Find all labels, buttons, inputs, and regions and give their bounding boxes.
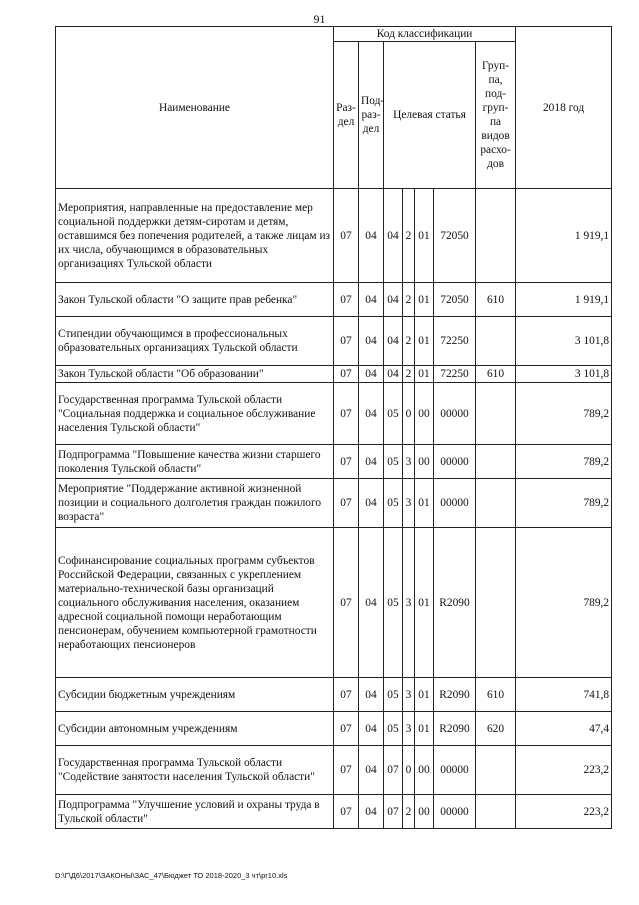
header-year: 2018 год — [516, 27, 612, 189]
row-podrazdel: 04 — [359, 746, 384, 795]
row-direction-code: R2090 — [434, 678, 476, 712]
row-event-code: 00 — [415, 746, 434, 795]
table-row — [56, 317, 612, 366]
row-razdel: 07 — [334, 746, 359, 795]
row-program-code: 07 — [384, 795, 403, 829]
row-subprogram-code: 3 — [403, 445, 415, 479]
row-direction-code: 00000 — [434, 383, 476, 445]
row-amount: 789,2 — [516, 528, 612, 678]
row-expense-group: 610 — [476, 366, 516, 383]
row-razdel: 07 — [334, 479, 359, 528]
table-row — [56, 189, 612, 283]
row-subprogram-code: 3 — [403, 712, 415, 746]
budget-table — [55, 26, 612, 829]
row-expense-group — [476, 528, 516, 678]
row-amount: 789,2 — [516, 479, 612, 528]
header-row-1 — [56, 27, 612, 42]
row-podrazdel: 04 — [359, 189, 384, 283]
row-event-code: 00 — [415, 445, 434, 479]
row-program-code: 05 — [384, 712, 403, 746]
row-podrazdel: 04 — [359, 445, 384, 479]
row-direction-code: 00000 — [434, 479, 476, 528]
row-podrazdel: 04 — [359, 383, 384, 445]
table-row — [56, 283, 612, 317]
row-direction-code: 72250 — [434, 317, 476, 366]
row-direction-code: 72250 — [434, 366, 476, 383]
row-direction-code: R2090 — [434, 528, 476, 678]
row-event-code: 01 — [415, 189, 434, 283]
row-subprogram-code: 2 — [403, 317, 415, 366]
row-amount: 223,2 — [516, 746, 612, 795]
row-podrazdel: 04 — [359, 366, 384, 383]
row-event-code: 01 — [415, 479, 434, 528]
row-name: Мероприятие "Поддержание активной жизненной позиции и социального долголетия граждан пожилого возраста" — [56, 479, 334, 528]
row-expense-group: 610 — [476, 678, 516, 712]
row-name: Государственная программа Тульской области "Социальная поддержка и социальное обслуживание населения Тульской области" — [56, 383, 334, 445]
row-expense-group — [476, 383, 516, 445]
row-subprogram-code: 3 — [403, 479, 415, 528]
table-row — [56, 528, 612, 678]
row-event-code: 01 — [415, 283, 434, 317]
row-expense-group — [476, 479, 516, 528]
row-razdel: 07 — [334, 189, 359, 283]
table-row — [56, 479, 612, 528]
table-row — [56, 795, 612, 829]
table-row — [56, 712, 612, 746]
row-direction-code: R2090 — [434, 712, 476, 746]
header-name: Наименование — [56, 27, 334, 189]
row-name: Софинансирование социальных программ субъектов Российской Федерации, связанных с укреплением материально-технической базы организаций социального обслуживания населения, оказанием адресной социальной помощи неработающим пенсионерам, обучением компьютерной грамотности неработающих пенсионеров — [56, 528, 334, 678]
row-program-code: 04 — [384, 317, 403, 366]
row-razdel: 07 — [334, 383, 359, 445]
row-program-code: 05 — [384, 528, 403, 678]
header-gruppa: Груп-па, под-груп-па видов расхо-дов — [476, 42, 516, 189]
row-event-code: 01 — [415, 528, 434, 678]
row-podrazdel: 04 — [359, 479, 384, 528]
row-amount: 1 919,1 — [516, 283, 612, 317]
table-row — [56, 678, 612, 712]
row-program-code: 05 — [384, 383, 403, 445]
row-razdel: 07 — [334, 283, 359, 317]
row-name: Субсидии автономным учреждениям — [56, 712, 334, 746]
table-row — [56, 746, 612, 795]
row-event-code: 01 — [415, 712, 434, 746]
row-expense-group — [476, 795, 516, 829]
row-expense-group — [476, 189, 516, 283]
row-program-code: 05 — [384, 479, 403, 528]
row-subprogram-code: 0 — [403, 746, 415, 795]
row-event-code: 00 — [415, 795, 434, 829]
row-amount: 223,2 — [516, 795, 612, 829]
row-program-code: 04 — [384, 283, 403, 317]
table-body — [56, 189, 612, 829]
row-subprogram-code: 3 — [403, 528, 415, 678]
row-razdel: 07 — [334, 366, 359, 383]
row-podrazdel: 04 — [359, 795, 384, 829]
row-razdel: 07 — [334, 678, 359, 712]
row-program-code: 04 — [384, 366, 403, 383]
page-number: 91 — [313, 12, 326, 26]
row-podrazdel: 04 — [359, 712, 384, 746]
row-direction-code: 72050 — [434, 189, 476, 283]
row-name: Стипендии обучающимся в профессиональных образовательных организациях Тульской области — [56, 317, 334, 366]
row-event-code: 01 — [415, 317, 434, 366]
row-program-code: 04 — [384, 189, 403, 283]
header-razdel: Раз-дел — [334, 42, 359, 189]
row-subprogram-code: 2 — [403, 795, 415, 829]
row-subprogram-code: 2 — [403, 189, 415, 283]
header-kod: Код классификации — [334, 27, 516, 42]
row-subprogram-code: 2 — [403, 366, 415, 383]
row-podrazdel: 04 — [359, 283, 384, 317]
header-podrazdel: Под-раз-дел — [359, 42, 384, 189]
row-podrazdel: 04 — [359, 528, 384, 678]
row-amount: 789,2 — [516, 445, 612, 479]
row-subprogram-code: 3 — [403, 678, 415, 712]
row-program-code: 07 — [384, 746, 403, 795]
row-subprogram-code: 0 — [403, 383, 415, 445]
row-event-code: 00 — [415, 383, 434, 445]
row-name: Подпрограмма "Улучшение условий и охраны труда в Тульской области" — [56, 795, 334, 829]
row-razdel: 07 — [334, 712, 359, 746]
table-row — [56, 366, 612, 383]
row-direction-code: 00000 — [434, 795, 476, 829]
row-amount: 3 101,8 — [516, 317, 612, 366]
row-name: Закон Тульской области "Об образовании" — [56, 366, 334, 383]
row-expense-group — [476, 746, 516, 795]
row-direction-code: 00000 — [434, 445, 476, 479]
row-razdel: 07 — [334, 445, 359, 479]
row-podrazdel: 04 — [359, 317, 384, 366]
row-program-code: 05 — [384, 445, 403, 479]
row-direction-code: 00000 — [434, 746, 476, 795]
row-program-code: 05 — [384, 678, 403, 712]
row-event-code: 01 — [415, 366, 434, 383]
row-expense-group: 610 — [476, 283, 516, 317]
row-name: Мероприятия, направленные на предоставление мер социальной поддержки детям-сиротам и детям, оставшимся без попечения родителей, а также лицам из их числа, обучающимся в образовательных организациях Тульской области — [56, 189, 334, 283]
row-expense-group — [476, 317, 516, 366]
row-razdel: 07 — [334, 317, 359, 366]
row-direction-code: 72050 — [434, 283, 476, 317]
row-expense-group — [476, 445, 516, 479]
row-amount: 47,4 — [516, 712, 612, 746]
row-event-code: 01 — [415, 678, 434, 712]
row-subprogram-code: 2 — [403, 283, 415, 317]
row-podrazdel: 04 — [359, 678, 384, 712]
row-amount: 789,2 — [516, 383, 612, 445]
row-amount: 3 101,8 — [516, 366, 612, 383]
row-name: Закон Тульской области "О защите прав ребенка" — [56, 283, 334, 317]
table-row — [56, 445, 612, 479]
header-celevaya: Целевая статья — [384, 42, 476, 189]
row-amount: 1 919,1 — [516, 189, 612, 283]
row-name: Подпрограмма "Повышение качества жизни старшего поколения Тульской области" — [56, 445, 334, 479]
file-path-footer: D:\Г\Д6\2017\ЗАКОНЫ\ЗАС_47\Бюджет ТО 2018-2020_3 чт\pr10.xls — [55, 871, 288, 880]
row-name: Субсидии бюджетным учреждениям — [56, 678, 334, 712]
row-amount: 741,8 — [516, 678, 612, 712]
row-razdel: 07 — [334, 528, 359, 678]
table-row — [56, 383, 612, 445]
row-name: Государственная программа Тульской области "Содействие занятости населения Тульской области" — [56, 746, 334, 795]
row-razdel: 07 — [334, 795, 359, 829]
row-expense-group: 620 — [476, 712, 516, 746]
